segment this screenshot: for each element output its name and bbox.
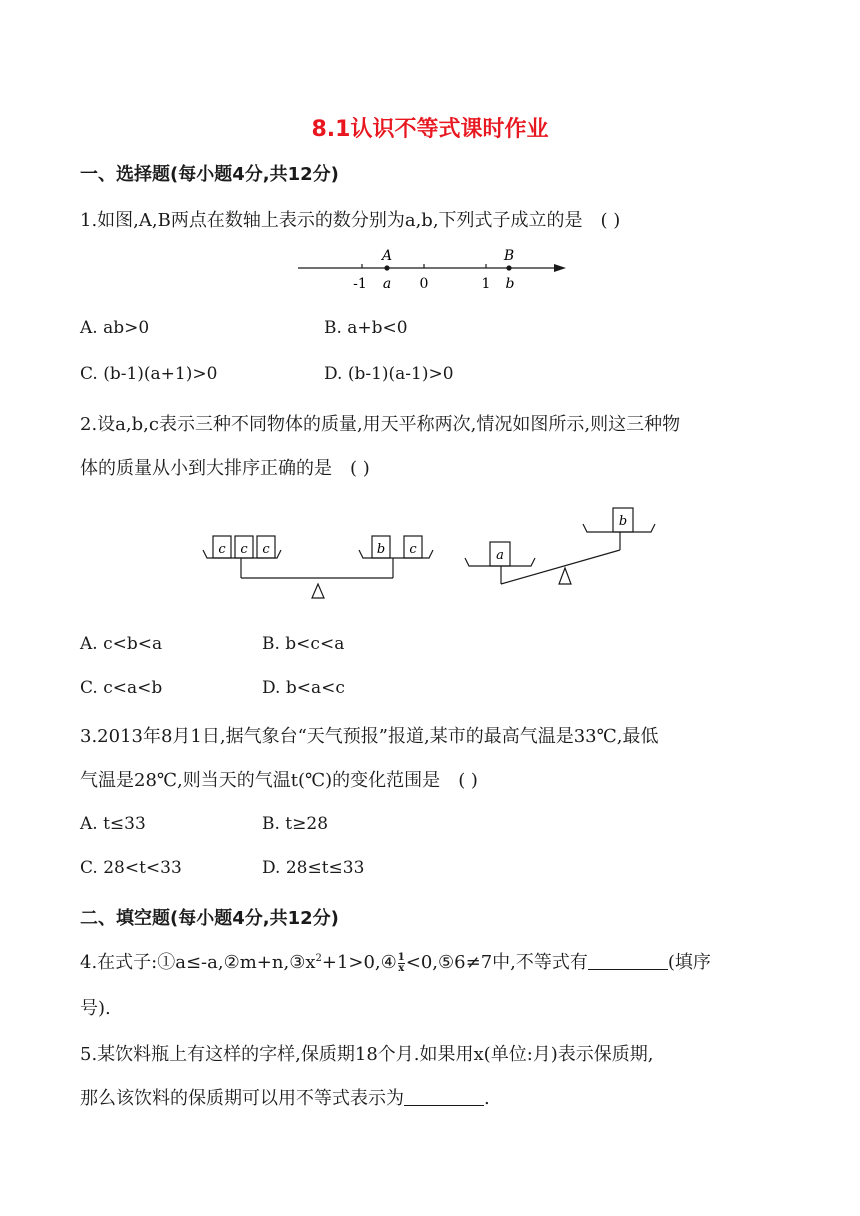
number-line-figure xyxy=(290,244,580,296)
point-b-dot xyxy=(506,265,511,270)
question-4-text-part3: <0,⑤6≠7中,不等式有 xyxy=(405,952,588,973)
point-A-label: A xyxy=(381,248,393,264)
label-c: c xyxy=(409,542,417,557)
section-heading-choice: 一、选择题(每小题4分,共12分) xyxy=(80,164,339,185)
q3-option-c[interactable]: C. 28<t<33 xyxy=(80,858,182,878)
fraction-denominator: x xyxy=(398,962,405,974)
tick-label-0: 0 xyxy=(419,276,429,292)
question-1-stem xyxy=(80,206,620,232)
question-3-line2 xyxy=(80,766,478,792)
superscript-2: 2 xyxy=(315,953,322,964)
label-a: a xyxy=(496,548,504,563)
question-5-line1: 5.某饮料瓶上有这样的字样,保质期18个月.如果用x(单位:月)表示保质期, xyxy=(80,1044,654,1065)
page-title: 8.1认识不等式课时作业 xyxy=(311,117,549,142)
tick-label-neg1: -1 xyxy=(353,276,367,292)
question-5-text: 那么该饮料的保质期可以用不等式表示为 xyxy=(80,1088,404,1109)
q2-option-b[interactable]: B. b<c<a xyxy=(262,634,345,654)
q3-option-d[interactable]: D. 28≤t≤33 xyxy=(262,858,365,878)
fraction-one-over-x xyxy=(398,953,405,974)
answer-parentheses: ( ) xyxy=(458,770,478,791)
question-4-text-part4: (填序 xyxy=(667,952,711,973)
answer-blank[interactable] xyxy=(404,1087,484,1106)
tick-label-b: b xyxy=(505,276,515,292)
q1-option-a[interactable]: A. ab>0 xyxy=(80,318,150,338)
balanced-scale xyxy=(203,536,433,598)
question-1-text: 1.如图,A,B两点在数轴上表示的数分别为a,b,下列式子成立的是 xyxy=(80,210,583,231)
tick-label-a: a xyxy=(382,276,392,292)
q2-option-d[interactable]: D. b<a<c xyxy=(262,678,345,698)
question-2-line2 xyxy=(80,454,370,480)
q2-option-a[interactable]: A. c<b<a xyxy=(80,634,163,654)
question-3-line1: 3.2013年8月1日,据气象台“天气预报”报道,某市的最高气温是33℃,最低 xyxy=(80,726,659,747)
label-c: c xyxy=(218,542,226,557)
period: . xyxy=(484,1088,490,1109)
question-3-text: 气温是28℃,则当天的气温t(℃)的变化范围是 xyxy=(80,770,441,791)
point-a-dot xyxy=(384,265,389,270)
answer-blank[interactable] xyxy=(588,951,668,970)
balance-scales-figure xyxy=(195,500,675,610)
q3-option-a[interactable]: A. t≤33 xyxy=(80,814,146,834)
point-B-label: B xyxy=(503,248,515,264)
label-c: c xyxy=(240,542,248,557)
question-4-line2: 号). xyxy=(80,998,111,1019)
fulcrum-icon xyxy=(312,584,324,598)
arrow-head-icon xyxy=(554,264,566,272)
question-2-text: 体的质量从小到大排序正确的是 xyxy=(80,458,332,479)
answer-parentheses: ( ) xyxy=(350,458,370,479)
question-4-text-part2: +1>0,④ xyxy=(321,952,397,973)
q1-option-d[interactable]: D. (b-1)(a-1)>0 xyxy=(324,364,454,384)
q3-option-b[interactable]: B. t≥28 xyxy=(262,814,329,834)
label-c: c xyxy=(262,542,270,557)
answer-parentheses: ( ) xyxy=(600,210,621,231)
fraction-numerator: 1 xyxy=(397,951,405,963)
label-b: b xyxy=(618,514,628,529)
question-2-line1: 2.设a,b,c表示三种不同物体的质量,用天平称两次,情况如图所示,则这三种物 xyxy=(80,414,681,435)
q1-option-c[interactable]: C. (b-1)(a+1)>0 xyxy=(80,364,218,384)
tick-label-1: 1 xyxy=(481,276,491,292)
question-4-line1 xyxy=(80,948,711,974)
fulcrum-icon xyxy=(559,568,571,584)
q2-option-c[interactable]: C. c<a<b xyxy=(80,678,163,698)
label-b: b xyxy=(376,542,386,557)
question-4-text-part1: 4.在式子:①a≤-a,②m+n,③x xyxy=(80,952,316,973)
question-5-line2 xyxy=(80,1084,490,1110)
q1-option-b[interactable]: B. a+b<0 xyxy=(324,318,408,338)
section-heading-fill-in: 二、填空题(每小题4分,共12分) xyxy=(80,908,339,929)
